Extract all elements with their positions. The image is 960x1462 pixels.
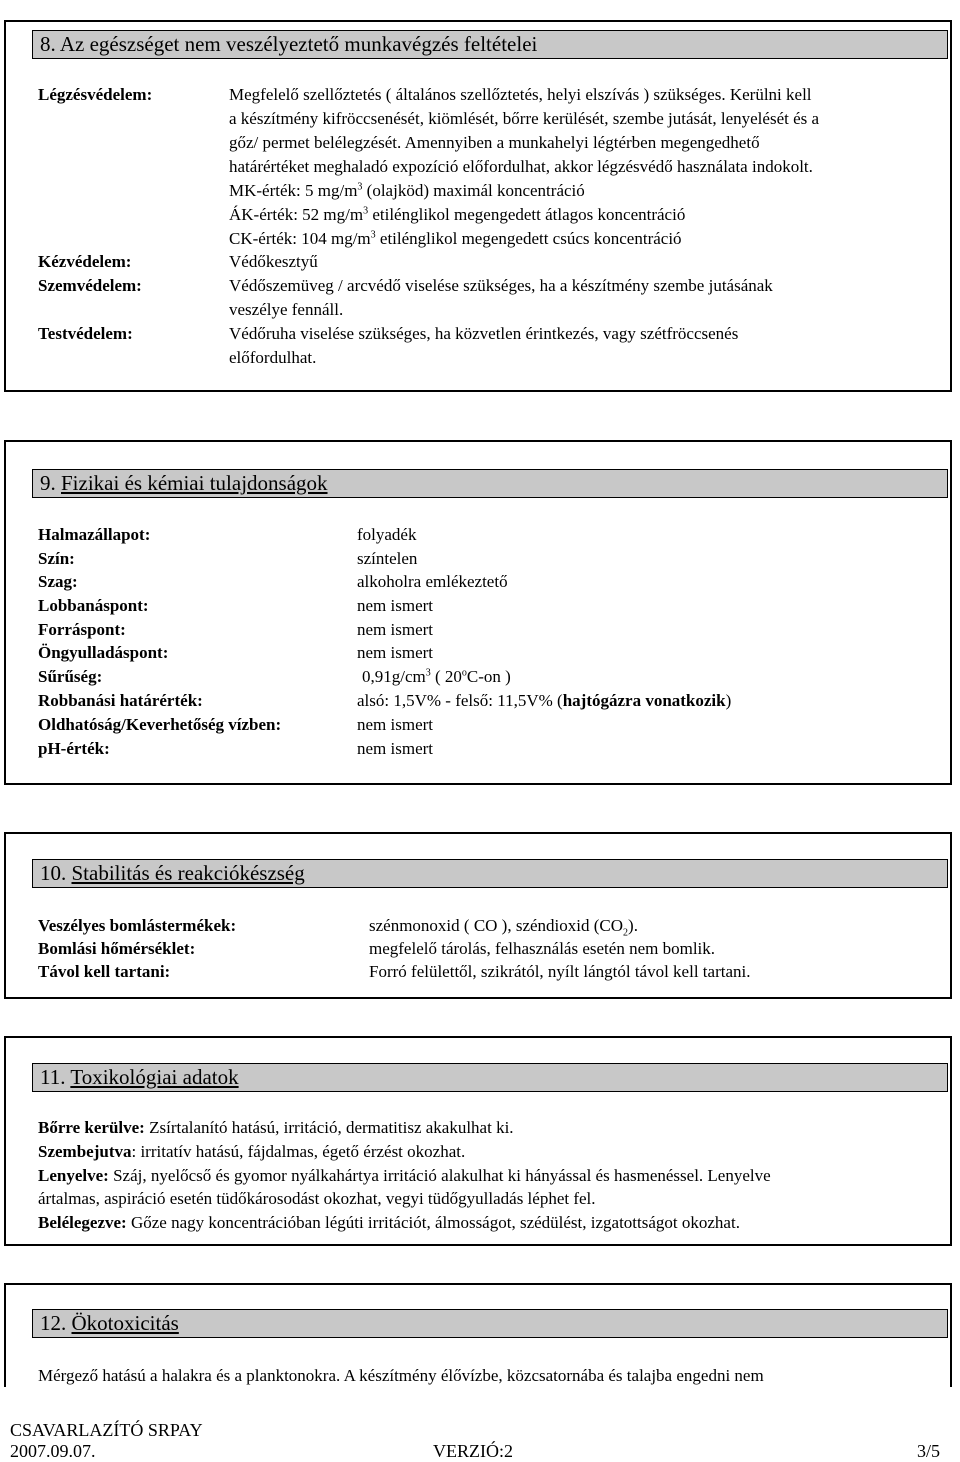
prop-label: Lobbanáspont: bbox=[38, 596, 149, 615]
section-9-title: Fizikai és kémiai tulajdonságok bbox=[61, 471, 328, 495]
szem-line-2: veszélye fennáll. bbox=[229, 300, 344, 319]
prop-label-suruseg: Sűrűség: bbox=[38, 667, 103, 686]
prop-value: nem ismert bbox=[357, 715, 434, 734]
s10-label: Távol kell tartani: bbox=[38, 962, 171, 981]
prop-value: nem ismert bbox=[357, 739, 434, 758]
section-10-header bbox=[32, 859, 948, 888]
section-11-header bbox=[32, 1063, 948, 1092]
szem-line-1: Védőszemüveg / arcvédő viselése szükséges, ha a készítmény szembe jutásának bbox=[229, 276, 773, 295]
tox-lenyelve: Lenyelve: Száj, nyelőcső és gyomor nyálkahártya irritáció alakulhat ki hányással és hasmenéssel. Lenyelve bbox=[38, 1166, 771, 1185]
section-10-number: 10. bbox=[40, 861, 67, 885]
footer-product: CSAVARLAZÍTÓ SRPAY bbox=[10, 1420, 203, 1440]
mk-value: MK-érték: 5 $mg/m^3$ (olajköd) maximál koncentráció bbox=[229, 181, 585, 200]
eco-text: Mérgező hatású a halakra és a planktonokra. A készítmény élővízbe, közcsatornába és talajba engedni nem bbox=[38, 1366, 764, 1385]
label-legzesvedelem: Légzésvédelem: bbox=[38, 85, 153, 104]
prop-label: Szag: bbox=[38, 572, 78, 591]
prop-label: pH-érték: bbox=[38, 739, 110, 758]
section-9-header bbox=[32, 469, 948, 498]
footer-page: 3/5 bbox=[917, 1441, 941, 1461]
section-9-number: 9. bbox=[40, 471, 56, 495]
s10-value: Forró felülettől, szikrától, nyílt lángtól távol kell tartani. bbox=[369, 962, 751, 981]
section-8-header bbox=[32, 30, 948, 59]
prop-value-suruseg: $0,91g/cm^3$ ( 20$^o$C-on ) bbox=[362, 667, 511, 686]
section-12-title: Ökotoxicitás bbox=[71, 1311, 179, 1335]
kez-value: Védőkesztyű bbox=[229, 252, 318, 271]
prop-value: nem ismert bbox=[357, 620, 434, 639]
label-testvedelem: Testvédelem: bbox=[38, 324, 133, 343]
label-szemvedelem: Szemvédelem: bbox=[38, 276, 142, 295]
legzes-line-2: a készítmény kifröccsenését, kiömlését, bőrre kerülését, szembe jutását, lenyelését és a bbox=[229, 109, 820, 128]
prop-label: Öngyulladáspont: bbox=[38, 643, 169, 662]
legzes-line-4: határértéket meghaladó expozíció előfordulhat, akkor légzésvédő használata indokolt. bbox=[229, 157, 813, 176]
prop-value: nem ismert bbox=[357, 643, 434, 662]
ak-value: ÁK-érték: 52 $mg/m^3$ etilénglikol megengedett átlagos koncentráció bbox=[229, 205, 686, 224]
prop-label: Szín: bbox=[38, 549, 75, 568]
prop-label: Halmazállapot: bbox=[38, 525, 151, 544]
section-8-title: Az egészséget nem veszélyeztető munkavégzés feltételei bbox=[59, 32, 538, 56]
s10-label: Bomlási hőmérséklet: bbox=[38, 939, 196, 958]
tox-bore: Bőrre kerülve: Zsírtalanító hatású, irritáció, dermatitisz akakulhat ki. bbox=[38, 1118, 514, 1137]
prop-label-robbanas: Robbanási határérték: bbox=[38, 691, 203, 710]
test-line-2: előfordulhat. bbox=[229, 348, 317, 367]
prop-label: Oldhatóság/Keverhetőség vízben: bbox=[38, 715, 282, 734]
legzes-line-3: gőz/ permet belélegzését. Amennyiben a munkahelyi légtérben megengedhető bbox=[229, 133, 760, 152]
prop-value: folyadék bbox=[357, 525, 417, 544]
footer-version: VERZIÓ:2 bbox=[433, 1441, 513, 1461]
ck-value: CK-érték: 104 $mg/m^3$ etilénglikol megengedett csúcs koncentráció bbox=[229, 229, 682, 248]
s10-value: szénmonoxid ( CO ), széndioxid $(CO_2)$. bbox=[369, 916, 638, 939]
tox-szembe: Szembejutva: irritatív hatású, fájdalmas, égető érzést okozhat. bbox=[38, 1142, 466, 1161]
s10-value: megfelelő tárolás, felhasználás esetén nem bomlik. bbox=[369, 939, 716, 958]
section-12-number: 12. bbox=[40, 1311, 67, 1335]
legzes-line-1: Megfelelő szellőztetés ( általános szellőztetés, helyi elszívás ) szükséges. Kerülni kell bbox=[229, 85, 812, 104]
section-8-number: 8. bbox=[40, 32, 56, 56]
prop-value-robbanas: alsó: 1,5V% - felső: 11,5V% (hajtógázra vonatkozik) bbox=[357, 691, 732, 710]
prop-label: Forráspont: bbox=[38, 620, 126, 639]
section-10-title: Stabilitás és reakciókészség bbox=[71, 861, 305, 885]
s10-label: Veszélyes bomlástermékek: bbox=[38, 916, 237, 935]
section-11-title: Toxikológiai adatok bbox=[70, 1065, 239, 1089]
tox-lenyelve-line-2: ártalmas, aspiráció esetén tüdőkárosodást okozhat, vegyi tüdőgyulladás léphet fel. bbox=[38, 1189, 596, 1208]
prop-value: színtelen bbox=[357, 549, 418, 568]
test-line-1: Védőruha viselése szükséges, ha közvetlen érintkezés, vagy szétfröccsenés bbox=[229, 324, 739, 343]
label-kezvedelem: Kézvédelem: bbox=[38, 252, 132, 271]
section-11-number: 11. bbox=[40, 1065, 66, 1089]
footer-date: 2007.09.07. bbox=[10, 1441, 96, 1461]
tox-belelegzve: Belélegezve: Gőze nagy koncentrációban légúti irritációt, álmosságot, szédülést, izgatottságot okozhat. bbox=[38, 1213, 740, 1232]
prop-value: nem ismert bbox=[357, 596, 434, 615]
section-12-header bbox=[32, 1309, 948, 1338]
prop-value: alkoholra emlékeztető bbox=[357, 572, 508, 591]
